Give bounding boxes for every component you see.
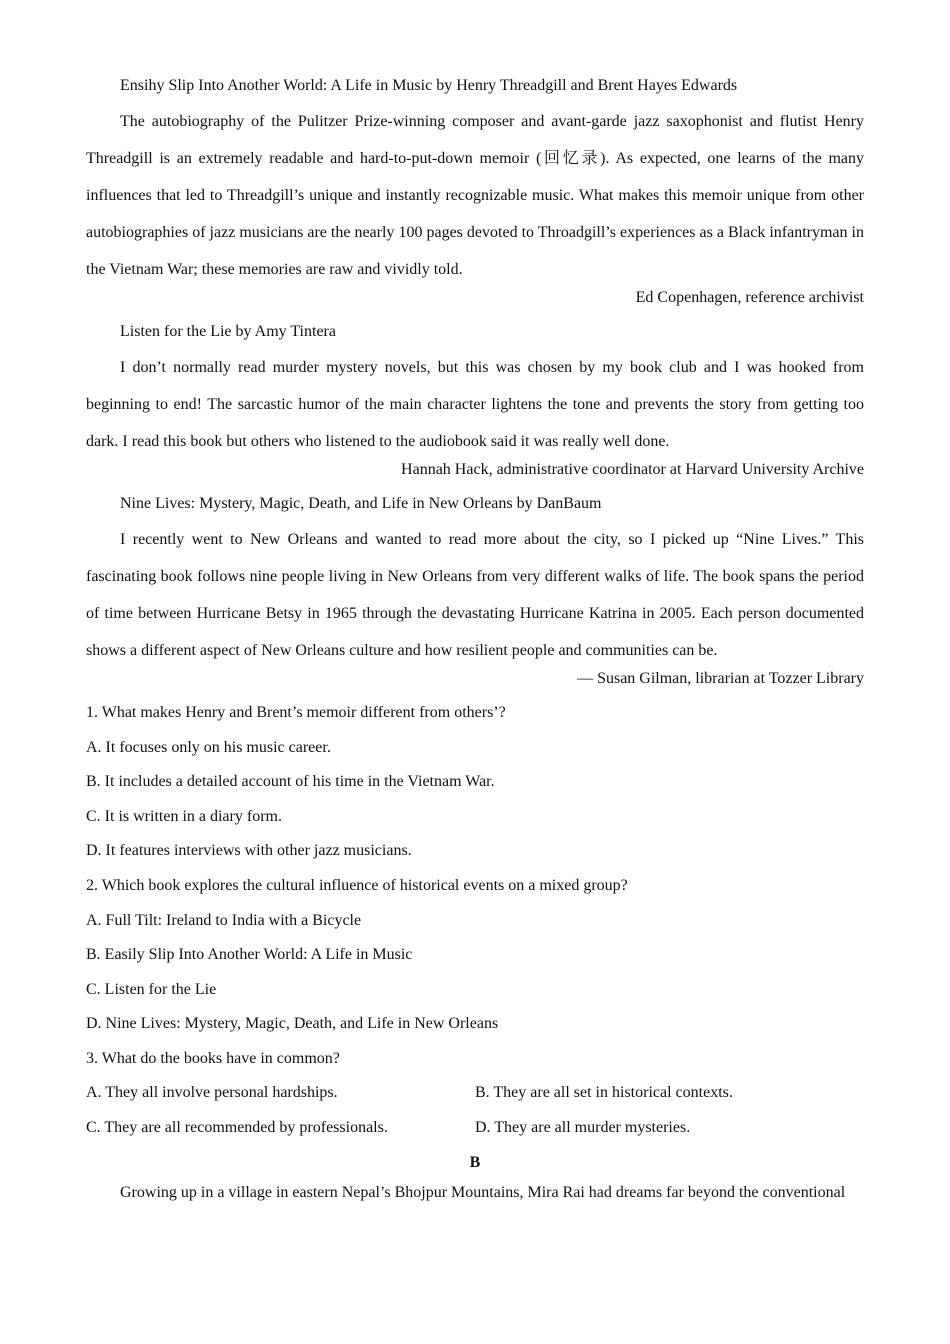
review-1 xyxy=(86,74,864,320)
option: B. It includes a detailed account of his time in the Vietnam War. xyxy=(86,773,495,791)
option-row xyxy=(86,1081,864,1116)
question-text: 2. Which book explores the cultural influence of historical events on a mixed group? xyxy=(86,876,628,894)
question-2 xyxy=(86,874,864,1047)
option: C. It is written in a diary form. xyxy=(86,807,282,825)
option: D. Nine Lives: Mystery, Magic, Death, and Life in New Orleans xyxy=(86,1015,499,1033)
review-2 xyxy=(86,320,864,492)
section-b-first-line: Growing up in a village in eastern Nepal’s Bhojpur Mountains, Mira Rai had dreams far beyond the conventional xyxy=(120,1183,846,1201)
question-1 xyxy=(86,701,864,874)
question-text: 3. What do the books have in common? xyxy=(86,1049,340,1067)
option: A. They all involve personal hardships. xyxy=(86,1084,338,1102)
book-title: Listen for the Lie by Amy Tintera xyxy=(120,322,336,340)
section-heading: B xyxy=(469,1153,481,1171)
reviewer-signature: — Susan Gilman, librarian at Tozzer Library xyxy=(577,669,864,687)
reviewer-signature: Hannah Hack, administrative coordinator at Harvard University Archive xyxy=(401,460,864,478)
book-title: Ensihy Slip Into Another World: A Life in Music by Henry Threadgill and Brent Hayes Edwards xyxy=(120,77,738,94)
question-3 xyxy=(86,1047,864,1151)
option: C. Listen for the Lie xyxy=(86,980,217,998)
option: D. It features interviews with other jazz musicians. xyxy=(86,842,412,860)
reviewer-signature: Ed Copenhagen, reference archivist xyxy=(635,288,864,306)
document-content xyxy=(86,74,864,1215)
question-text: 1. What makes Henry and Brent’s memoir different from others’? xyxy=(86,703,506,721)
option: A. Full Tilt: Ireland to India with a Bicycle xyxy=(86,911,362,929)
option: D. They are all murder mysteries. xyxy=(475,1119,691,1137)
review-body: The autobiography of the Pulitzer Prize-winning composer and avant-garde jazz saxophonist and flutist Henry Threadgill is an extremely readable and hard-to-put-down memoir (回忆录). As expected, one learns of the many influences that led to Threadgill’s unique and instantly recognizable music. What makes this memoir unique from other autobiographies of jazz musicians are the nearly 100 pages devoted to Throadgill’s experiences as a Black infantryman in the Vietnam War; these memories are raw and vividly told. xyxy=(86,112,864,278)
option: B. They are all set in historical contexts. xyxy=(475,1084,733,1102)
option: B. Easily Slip Into Another World: A Life in Music xyxy=(86,946,413,964)
option: C. They are all recommended by professionals. xyxy=(86,1119,388,1137)
option: A. It focuses only on his music career. xyxy=(86,738,331,756)
review-body: I recently went to New Orleans and wanted to read more about the city, so I picked up “Nine Lives.” This fascinating book follows nine people living in New Orleans from very different walks of life. The book spans the period of time between Hurricane Betsy in 1965 through the devastating Hurricane Katrina in 2005. Each person documented shows a different aspect of New Orleans culture and how resilient people and communities can be. xyxy=(86,530,864,659)
review-3 xyxy=(86,492,864,701)
book-title: Nine Lives: Mystery, Magic, Death, and Life in New Orleans by DanBaum xyxy=(120,494,602,512)
option-row xyxy=(86,1116,864,1151)
review-body: I don’t normally read murder mystery novels, but this was chosen by my book club and I was hooked from beginning to end! The sarcastic humor of the main character lightens the tone and prevents the story from getting too dark. I read this book but others who listened to the audiobook said it was really well done. xyxy=(86,358,864,450)
